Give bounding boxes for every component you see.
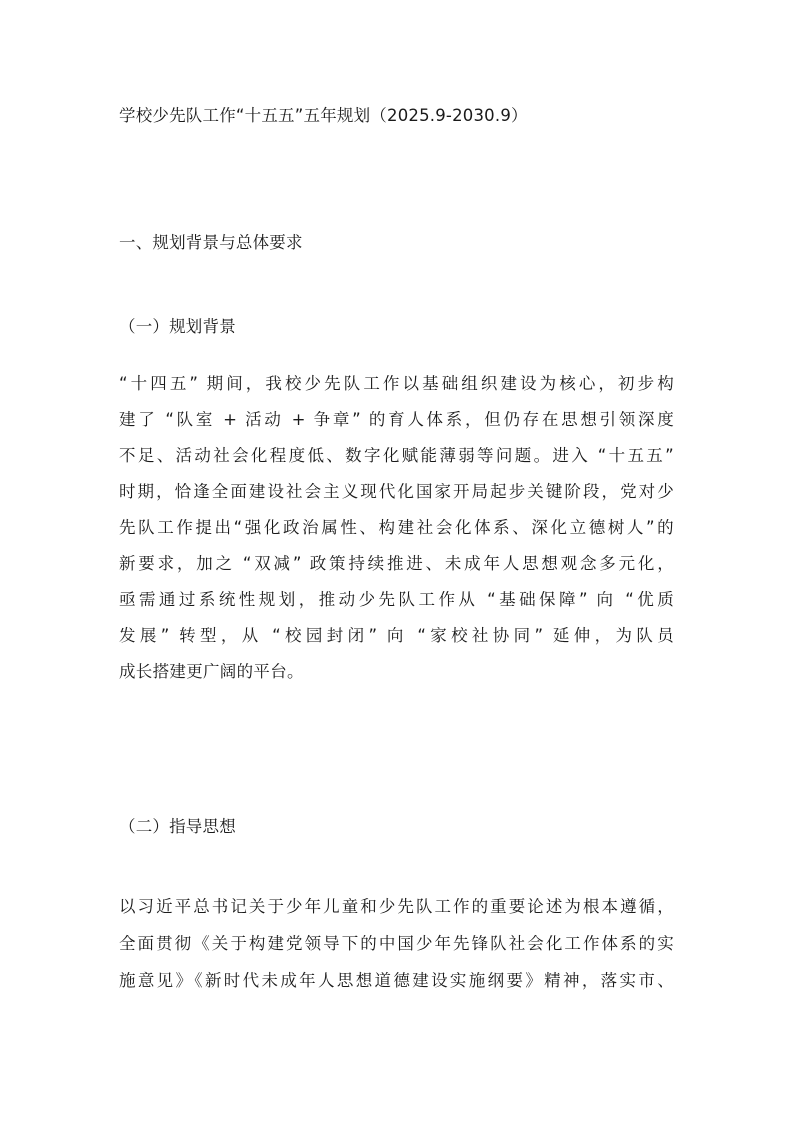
paragraph-line: 不足、活动社会化程度低、数字化赋能薄弱等问题。进入 “十五五” [119,446,674,465]
paragraph-line: 时期，恰逢全面建设社会主义现代化国家开局起步关键阶段，党对少 [119,482,674,501]
paragraph-line: 成长搭建更广阔的平台。 [119,662,304,681]
subsection-heading: （一）规划背景 [119,317,236,336]
paragraph-line: 新要求，加之 “双减” 政策持续推进、未成年人思想观念多元化， [119,554,674,573]
paragraph-line: 以习近平总书记关于少年儿童和少先队工作的重要论述为根本遵循， [119,897,674,916]
subsection-heading: （二）指导思想 [119,817,236,836]
paragraph-line: 先队工作提出“强化政治属性、构建社会化体系、深化立德树人”的 [119,518,674,537]
paragraph-line: 建了 “队室 + 活动 + 争章” 的育人体系，但仍存在思想引领深度 [119,410,674,429]
section-heading: 一、规划背景与总体要求 [119,233,303,252]
document-title: 学校少先队工作“十五五”五年规划（2025.9-2030.9） [119,106,528,125]
paragraph-line: 施意见》《新时代未成年人思想道德建设实施纲要》精神，落实市、 [119,971,674,990]
paragraph-line: 亟需通过系统性规划，推动少先队工作从 “基础保障” 向 “优质 [119,590,674,609]
paragraph-line: “十四五” 期间，我校少先队工作以基础组织建设为核心，初步构 [119,374,674,393]
paragraph-line: 全面贯彻《关于构建党领导下的中国少年先锋队社会化工作体系的实 [119,934,674,953]
paragraph-line: 发展” 转型，从 “校园封闭” 向 “家校社协同” 延伸，为队员 [119,626,674,645]
